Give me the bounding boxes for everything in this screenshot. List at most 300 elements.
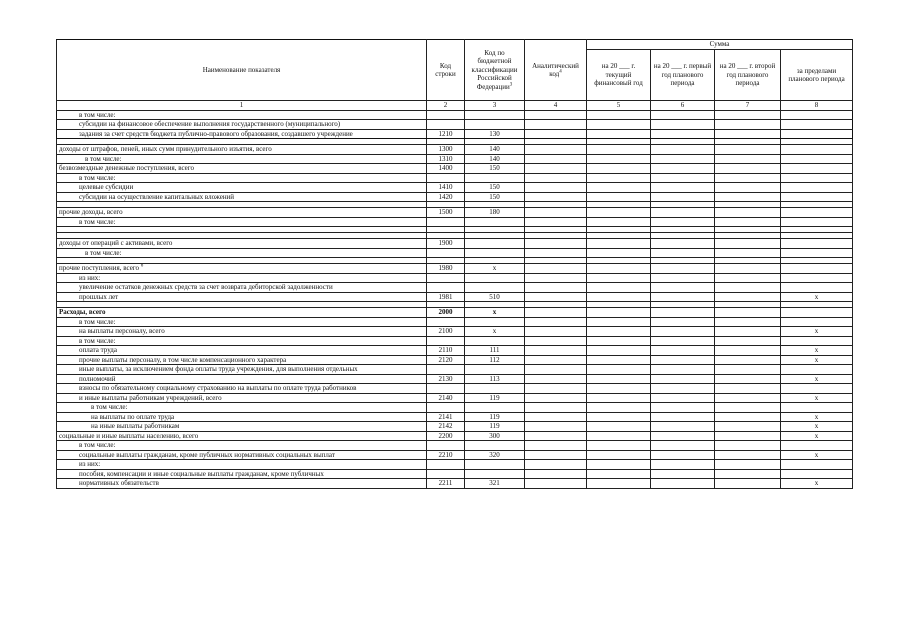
row-name	[57, 273, 427, 283]
row-name-text: социальные выплаты гражданам, кроме публичных нормативных социальных выплат	[79, 450, 335, 459]
row-budget-code: 321	[465, 479, 525, 489]
row-sum-current	[587, 273, 651, 283]
row-sum-current	[587, 393, 651, 403]
row-code	[427, 336, 465, 346]
row-sum-first	[651, 145, 715, 155]
row-analytic-code	[525, 292, 587, 302]
header-sum: Сумма	[587, 40, 853, 50]
row-sum-second	[715, 346, 781, 356]
row-budget-code	[465, 248, 525, 258]
row-sum-first	[651, 460, 715, 470]
row-analytic-code	[525, 393, 587, 403]
row-sum-second	[715, 292, 781, 302]
col-number: 6	[651, 101, 715, 111]
row-sum-beyond: х	[781, 327, 853, 337]
row-sum-second	[715, 264, 781, 274]
row-analytic-code	[525, 479, 587, 489]
row-analytic-code	[525, 336, 587, 346]
header-budget-code-note: 3	[509, 82, 513, 88]
row-sum-beyond	[781, 336, 853, 346]
financial-plan-table	[56, 39, 853, 489]
row-sum-beyond	[781, 164, 853, 174]
row-code: 1500	[427, 208, 465, 218]
row-analytic-code	[525, 469, 587, 479]
row-budget-code	[465, 173, 525, 183]
row-name	[57, 154, 427, 164]
row-sum-first	[651, 393, 715, 403]
row-name	[57, 336, 427, 346]
table-row	[57, 154, 853, 164]
row-sum-first	[651, 317, 715, 327]
row-sum-first	[651, 239, 715, 249]
row-sum-current	[587, 365, 651, 375]
row-sum-second	[715, 327, 781, 337]
row-code	[427, 110, 465, 120]
row-analytic-code	[525, 239, 587, 249]
row-name-text: нормативных обязательств	[79, 479, 159, 487]
header-code-row: Код строки	[427, 40, 465, 101]
row-name	[57, 248, 427, 258]
row-budget-code: 119	[465, 422, 525, 432]
row-name	[57, 292, 427, 302]
row-sum-first	[651, 120, 715, 130]
row-code: 1210	[427, 129, 465, 139]
row-sum-first	[651, 374, 715, 384]
row-name-text: и иные выплаты работникам учреждений, всего	[79, 393, 222, 402]
row-sum-current	[587, 469, 651, 479]
row-analytic-code	[525, 145, 587, 155]
row-analytic-code	[525, 374, 587, 384]
row-code	[427, 317, 465, 327]
row-name	[57, 403, 427, 413]
table-row	[57, 327, 853, 337]
row-code: 1410	[427, 183, 465, 193]
row-code	[427, 384, 465, 394]
row-budget-code: 300	[465, 431, 525, 441]
table-row	[57, 403, 853, 413]
row-sum-beyond	[781, 192, 853, 202]
row-analytic-code	[525, 273, 587, 283]
row-sum-second	[715, 239, 781, 249]
row-sum-beyond	[781, 273, 853, 283]
row-name	[57, 317, 427, 327]
row-name	[57, 239, 427, 249]
row-sum-current	[587, 431, 651, 441]
row-code: 2120	[427, 355, 465, 365]
row-name	[57, 441, 427, 451]
row-name-text: задания за счет средств бюджета публично-правового образования, создавшего учреждение	[79, 129, 353, 138]
row-name	[57, 264, 427, 274]
row-name	[57, 192, 427, 202]
row-budget-code	[465, 273, 525, 283]
row-name-text: субсидии на осуществление капитальных вложений	[79, 192, 235, 201]
table-row	[57, 145, 853, 155]
row-sum-first	[651, 308, 715, 318]
row-sum-second	[715, 336, 781, 346]
table-row	[57, 441, 853, 451]
row-budget-code	[465, 110, 525, 120]
row-name	[57, 479, 427, 489]
table-row	[57, 248, 853, 258]
row-analytic-code	[525, 431, 587, 441]
row-name-text: социальные и иные выплаты населению, всего	[59, 431, 199, 440]
row-sum-beyond	[781, 317, 853, 327]
row-name	[57, 374, 427, 384]
row-sum-first	[651, 164, 715, 174]
row-sum-second	[715, 355, 781, 365]
row-code: 2211	[427, 479, 465, 489]
table-row	[57, 336, 853, 346]
row-budget-code: х	[465, 264, 525, 274]
row-sum-first	[651, 173, 715, 183]
row-budget-code: х	[465, 327, 525, 337]
row-sum-current	[587, 479, 651, 489]
row-budget-code: 119	[465, 393, 525, 403]
table-row	[57, 384, 853, 394]
table-row	[57, 460, 853, 470]
row-code	[427, 283, 465, 293]
row-budget-code	[465, 336, 525, 346]
row-sum-first	[651, 346, 715, 356]
row-sum-beyond	[781, 183, 853, 193]
row-sum-second	[715, 469, 781, 479]
row-sum-beyond: х	[781, 422, 853, 432]
row-name-text: субсидии на финансовое обеспечение выполнения государственного (муниципального)	[79, 120, 341, 128]
row-budget-code: 150	[465, 192, 525, 202]
row-sum-second	[715, 129, 781, 139]
row-code: 1981	[427, 292, 465, 302]
row-name	[57, 460, 427, 470]
row-sum-current	[587, 422, 651, 432]
row-name-text: на выплаты по оплате труда	[91, 412, 175, 421]
row-budget-code: 510	[465, 292, 525, 302]
row-analytic-code	[525, 192, 587, 202]
row-code	[427, 365, 465, 375]
row-sum-first	[651, 412, 715, 422]
row-name	[57, 145, 427, 155]
row-sum-first	[651, 129, 715, 139]
row-sum-current	[587, 145, 651, 155]
row-name-text: целевые субсидии	[79, 183, 134, 191]
row-analytic-code	[525, 346, 587, 356]
row-sum-first	[651, 441, 715, 451]
row-sum-current	[587, 192, 651, 202]
row-sum-beyond: х	[781, 450, 853, 460]
row-name	[57, 355, 427, 365]
row-sum-second	[715, 403, 781, 413]
col-number: 2	[427, 101, 465, 111]
row-budget-code	[465, 469, 525, 479]
row-name-text: взносы по обязательному социальному страхованию на выплаты по оплате труда работников	[79, 384, 357, 392]
row-code: 2110	[427, 346, 465, 356]
row-sum-current	[587, 412, 651, 422]
row-code	[427, 403, 465, 413]
row-budget-code	[465, 120, 525, 130]
row-sum-second	[715, 308, 781, 318]
header-period-second: на 20 ___ г. второй год планового периода	[715, 50, 781, 101]
table-row	[57, 292, 853, 302]
row-code: 2130	[427, 374, 465, 384]
row-sum-beyond: х	[781, 431, 853, 441]
row-sum-second	[715, 460, 781, 470]
row-budget-code	[465, 441, 525, 451]
header-analytic-code	[525, 40, 587, 101]
table-row	[57, 120, 853, 130]
row-sum-beyond	[781, 469, 853, 479]
row-sum-beyond: х	[781, 412, 853, 422]
row-name-text: доходы от штрафов, пеней, иных сумм принудительного изъятия, всего	[59, 145, 272, 153]
row-sum-first	[651, 336, 715, 346]
row-analytic-code	[525, 217, 587, 227]
row-sum-second	[715, 431, 781, 441]
row-sum-first	[651, 208, 715, 218]
row-sum-current	[587, 336, 651, 346]
row-sum-beyond	[781, 403, 853, 413]
row-name-text: из них:	[79, 273, 101, 282]
row-budget-code: 130	[465, 129, 525, 139]
row-analytic-code	[525, 110, 587, 120]
row-code	[427, 120, 465, 130]
row-sum-first	[651, 365, 715, 375]
row-sum-beyond	[781, 460, 853, 470]
row-analytic-code	[525, 248, 587, 258]
header-analytic-code-text: Аналитический код	[532, 61, 579, 78]
row-analytic-code	[525, 441, 587, 451]
row-code: 1400	[427, 164, 465, 174]
row-sum-first	[651, 248, 715, 258]
row-sum-second	[715, 450, 781, 460]
table-row	[57, 374, 853, 384]
row-sum-first	[651, 431, 715, 441]
table-row	[57, 208, 853, 218]
row-sum-beyond	[781, 384, 853, 394]
row-code	[427, 460, 465, 470]
row-code: 2142	[427, 422, 465, 432]
row-budget-code	[465, 460, 525, 470]
row-sum-beyond: х	[781, 355, 853, 365]
row-sum-first	[651, 384, 715, 394]
row-analytic-code	[525, 384, 587, 394]
row-sum-second	[715, 374, 781, 384]
row-sum-current	[587, 460, 651, 470]
row-sum-current	[587, 120, 651, 130]
row-name-text: Расходы, всего	[59, 308, 106, 316]
row-name	[57, 422, 427, 432]
row-code: 2140	[427, 393, 465, 403]
row-sum-second	[715, 217, 781, 227]
row-analytic-code	[525, 365, 587, 375]
row-analytic-code	[525, 264, 587, 274]
row-sum-second	[715, 120, 781, 130]
row-sum-second	[715, 183, 781, 193]
row-sum-beyond	[781, 441, 853, 451]
row-sum-current	[587, 283, 651, 293]
row-budget-code: 113	[465, 374, 525, 384]
row-sum-second	[715, 479, 781, 489]
row-sum-second	[715, 384, 781, 394]
row-name-text: в том числе:	[85, 154, 122, 163]
table-row	[57, 346, 853, 356]
row-name-text: из них:	[79, 460, 101, 468]
row-name-text: безвозмездные денежные поступления, всего	[59, 164, 194, 172]
row-name	[57, 412, 427, 422]
row-sum-second	[715, 273, 781, 283]
row-budget-code: х	[465, 308, 525, 318]
row-sum-current	[587, 355, 651, 365]
row-sum-beyond	[781, 239, 853, 249]
column-number-row	[57, 101, 853, 111]
row-analytic-code	[525, 412, 587, 422]
row-code	[427, 469, 465, 479]
row-sum-second	[715, 317, 781, 327]
row-name	[57, 346, 427, 356]
row-analytic-code	[525, 403, 587, 413]
table-row	[57, 183, 853, 193]
row-budget-code: 150	[465, 164, 525, 174]
row-name-text: прочие поступления, всего	[59, 264, 140, 272]
row-budget-code	[465, 283, 525, 293]
row-name-text: на иные выплаты работникам	[91, 422, 180, 430]
row-sum-first	[651, 479, 715, 489]
row-sum-beyond	[781, 154, 853, 164]
row-budget-code: 111	[465, 346, 525, 356]
row-name-text: прочие доходы, всего	[59, 208, 123, 216]
row-name-text: в том числе:	[79, 173, 116, 182]
row-sum-beyond	[781, 173, 853, 183]
header-period-first: на 20 ___ г. первый год планового периода	[651, 50, 715, 101]
row-budget-code	[465, 317, 525, 327]
row-sum-first	[651, 192, 715, 202]
row-sum-beyond	[781, 264, 853, 274]
row-code: 2100	[427, 327, 465, 337]
row-sum-second	[715, 164, 781, 174]
table-row	[57, 192, 853, 202]
row-sum-current	[587, 346, 651, 356]
row-sum-second	[715, 422, 781, 432]
row-sum-current	[587, 248, 651, 258]
row-budget-code	[465, 403, 525, 413]
row-sum-current	[587, 292, 651, 302]
row-sum-second	[715, 154, 781, 164]
row-budget-code: 140	[465, 154, 525, 164]
row-budget-code: 150	[465, 183, 525, 193]
row-analytic-code	[525, 164, 587, 174]
row-sum-beyond: х	[781, 374, 853, 384]
row-sum-first	[651, 355, 715, 365]
row-analytic-code	[525, 450, 587, 460]
row-name	[57, 217, 427, 227]
header-name: Наименование показателя	[57, 40, 427, 101]
row-sum-second	[715, 145, 781, 155]
row-name-text: в том числе:	[91, 403, 128, 411]
row-sum-beyond	[781, 308, 853, 318]
row-sum-beyond	[781, 145, 853, 155]
row-name	[57, 365, 427, 375]
row-name-text: в том числе:	[85, 248, 122, 257]
row-name-text: оплата труда	[79, 346, 117, 354]
table-row	[57, 469, 853, 479]
row-name-text: доходы от операций с активами, всего	[59, 239, 173, 247]
row-sum-first	[651, 273, 715, 283]
row-analytic-code	[525, 422, 587, 432]
row-sum-current	[587, 441, 651, 451]
row-sum-beyond	[781, 248, 853, 258]
row-budget-code	[465, 217, 525, 227]
col-number: 3	[465, 101, 525, 111]
table-row	[57, 431, 853, 441]
row-name-text: иные выплаты, за исключением фонда оплаты труда учреждения, для выполнения отдельных	[79, 365, 358, 373]
row-analytic-code	[525, 283, 587, 293]
row-analytic-code	[525, 308, 587, 318]
row-code: 1900	[427, 239, 465, 249]
row-sum-beyond: х	[781, 346, 853, 356]
row-analytic-code	[525, 327, 587, 337]
row-sum-current	[587, 308, 651, 318]
table-row	[57, 450, 853, 460]
header-period-current: на 20 ___ г. текущий финансовый год	[587, 50, 651, 101]
table-row	[57, 355, 853, 365]
row-analytic-code	[525, 129, 587, 139]
row-sum-second	[715, 441, 781, 451]
row-code: 2000	[427, 308, 465, 318]
row-sum-beyond: х	[781, 479, 853, 489]
row-sum-first	[651, 110, 715, 120]
row-name	[57, 173, 427, 183]
row-analytic-code	[525, 208, 587, 218]
row-name	[57, 384, 427, 394]
col-number: 5	[587, 101, 651, 111]
row-analytic-code	[525, 183, 587, 193]
table-row	[57, 110, 853, 120]
row-sum-current	[587, 239, 651, 249]
table-row	[57, 479, 853, 489]
row-analytic-code	[525, 154, 587, 164]
row-budget-code	[465, 384, 525, 394]
row-code: 1420	[427, 192, 465, 202]
row-name-text: в том числе:	[79, 110, 116, 119]
row-code	[427, 173, 465, 183]
row-sum-second	[715, 412, 781, 422]
row-name-text: прочие выплаты персоналу, в том числе компенсационного характера	[79, 355, 287, 364]
table-row	[57, 239, 853, 249]
table-row	[57, 283, 853, 293]
col-number: 7	[715, 101, 781, 111]
row-name-text: полномочий	[79, 374, 116, 383]
row-name	[57, 308, 427, 318]
row-sum-current	[587, 183, 651, 193]
row-budget-code: 119	[465, 412, 525, 422]
row-sum-first	[651, 217, 715, 227]
row-name	[57, 164, 427, 174]
row-sum-first	[651, 469, 715, 479]
table-row	[57, 393, 853, 403]
row-sum-second	[715, 248, 781, 258]
row-sum-first	[651, 327, 715, 337]
row-analytic-code	[525, 355, 587, 365]
row-sum-current	[587, 208, 651, 218]
row-sum-second	[715, 208, 781, 218]
row-sum-current	[587, 164, 651, 174]
row-sum-beyond	[781, 129, 853, 139]
row-name	[57, 120, 427, 130]
row-sum-second	[715, 283, 781, 293]
table-row	[57, 365, 853, 375]
row-analytic-code	[525, 120, 587, 130]
row-sum-first	[651, 283, 715, 293]
row-name	[57, 327, 427, 337]
table-row	[57, 264, 853, 274]
row-sum-second	[715, 393, 781, 403]
